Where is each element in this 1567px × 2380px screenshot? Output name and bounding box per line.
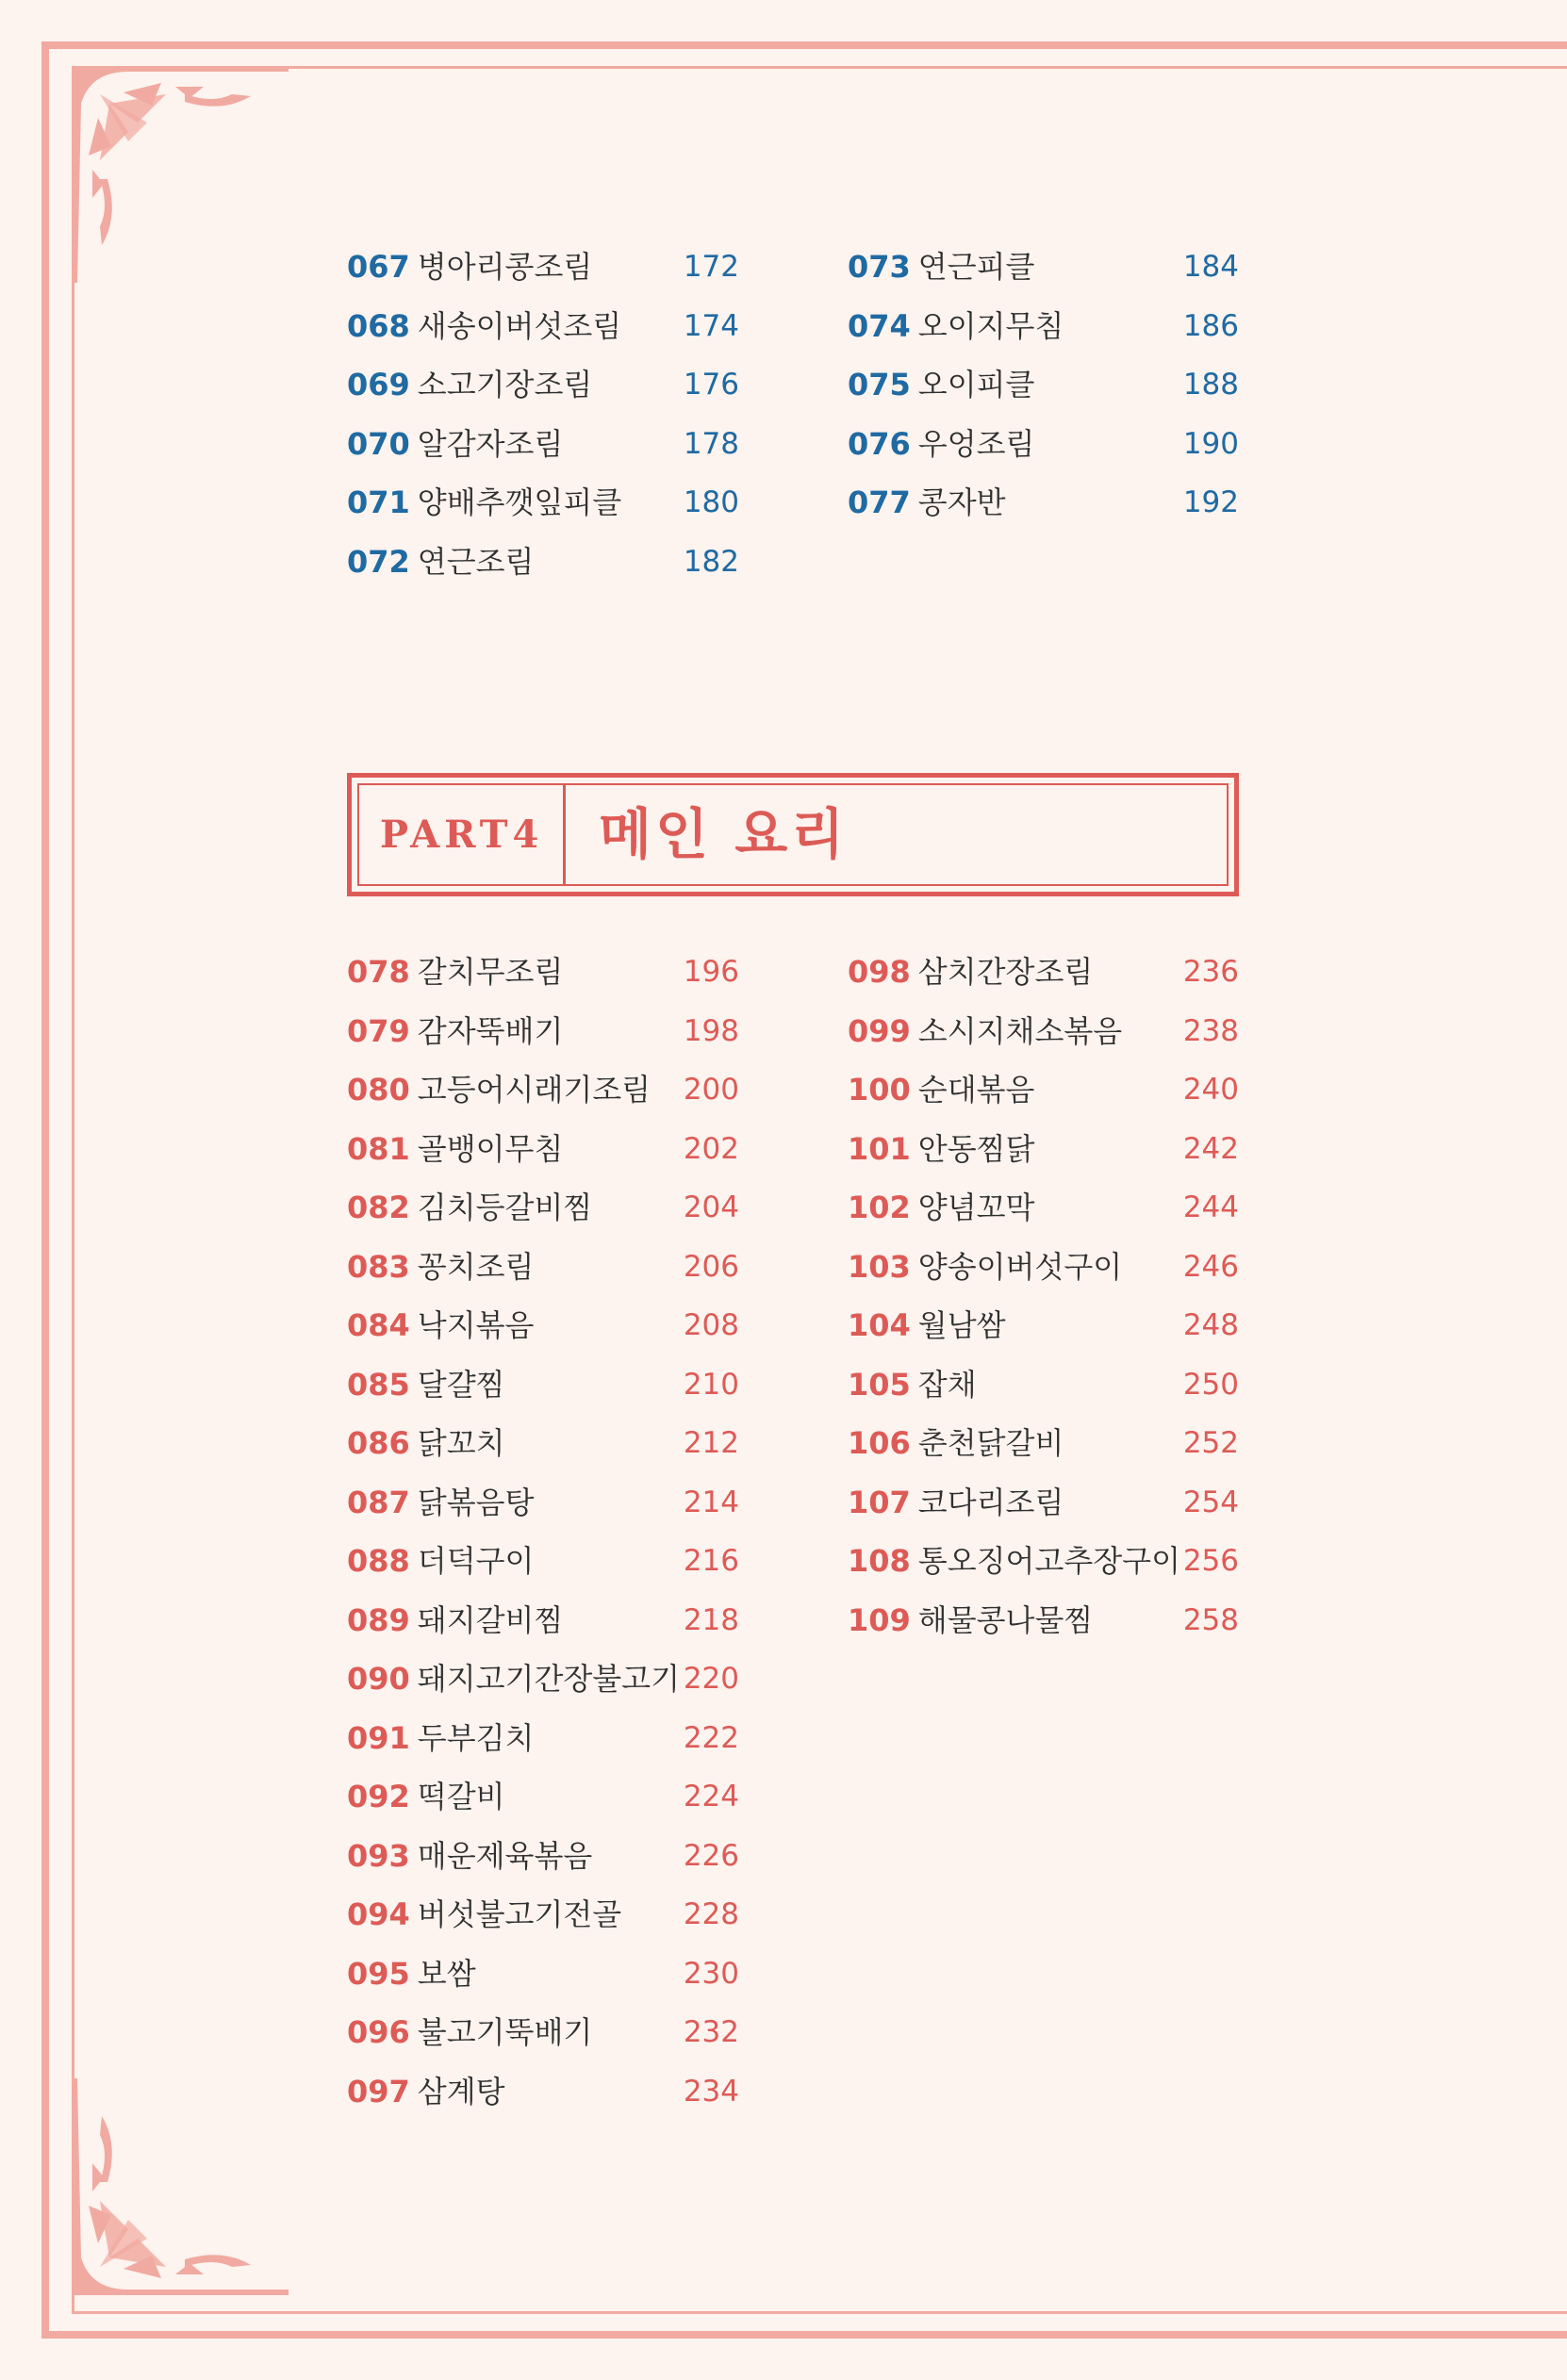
entry-title: 낙지볶음	[417, 1307, 535, 1343]
toc-entry[interactable]	[848, 1414, 1239, 1473]
entry-title: 매운제육볶음	[417, 1837, 593, 1874]
entry-title: 골뱅이무침	[417, 1130, 564, 1167]
part-label: PART4	[380, 812, 544, 857]
entry-page-number: 256	[1182, 1544, 1239, 1578]
entry-page-number: 236	[1182, 955, 1239, 989]
toc-entry[interactable]	[347, 2003, 739, 2062]
entry-title: 통오징어고추장구이	[917, 1543, 1181, 1579]
entry-page-number: 174	[683, 308, 739, 343]
entry-page-number: 184	[1182, 250, 1239, 284]
toc-entry[interactable]	[347, 1885, 739, 1945]
entry-title: 불고기뚝배기	[417, 2014, 593, 2050]
entry-page-number: 220	[683, 1662, 739, 1696]
toc-entry[interactable]	[848, 1178, 1239, 1238]
entry-title: 소시지채소볶음	[917, 1012, 1123, 1049]
part-header-divider	[563, 785, 566, 884]
corner-ornament-icon	[72, 66, 298, 292]
entry-title: 새송이버섯조림	[417, 307, 622, 344]
entry-page-number: 232	[683, 2015, 739, 2049]
entry-number: 085	[347, 1366, 410, 1403]
entry-page-number: 202	[683, 1131, 739, 1166]
entry-title: 순대볶음	[917, 1072, 1035, 1108]
entry-title: 월남쌈	[917, 1307, 1006, 1343]
entry-page-number: 206	[683, 1249, 739, 1284]
entry-page-number: 230	[683, 1956, 739, 1991]
toc-entry[interactable]	[848, 1591, 1239, 1650]
entry-page-number: 218	[683, 1602, 739, 1637]
entry-title: 갈치무조림	[417, 954, 564, 990]
toc-entry[interactable]	[347, 943, 739, 1002]
entry-number: 109	[848, 1601, 911, 1638]
entry-page-number: 228	[683, 1897, 739, 1931]
entry-number: 089	[347, 1601, 410, 1638]
entry-title: 떡갈비	[417, 1779, 505, 1814]
entry-title: 양송이버섯구이	[917, 1248, 1123, 1285]
entry-page-number: 172	[683, 250, 739, 284]
entry-title: 연근조림	[417, 543, 535, 580]
entry-number: 104	[848, 1307, 911, 1343]
entry-title: 오이지무침	[917, 307, 1064, 344]
entry-title: 감자뚝배기	[417, 1012, 564, 1049]
entry-page-number: 234	[683, 2074, 739, 2109]
entry-number: 095	[347, 1955, 410, 1992]
entry-page-number: 196	[683, 955, 739, 989]
entry-title: 코다리조림	[917, 1484, 1064, 1520]
entry-number: 070	[347, 425, 410, 462]
toc-entry[interactable]	[848, 1120, 1239, 1179]
toc-entry[interactable]	[347, 2062, 739, 2122]
entry-page-number: 210	[683, 1367, 739, 1402]
entry-page-number: 242	[1182, 1131, 1239, 1166]
toc-entry[interactable]	[347, 297, 739, 356]
entry-page-number: 178	[683, 426, 739, 461]
toc-entry[interactable]	[347, 1120, 739, 1179]
toc-entry[interactable]	[848, 238, 1239, 297]
entry-number: 076	[848, 425, 911, 462]
toc-column-left	[347, 943, 739, 2121]
entry-page-number: 182	[683, 544, 739, 579]
entry-page-number: 248	[1182, 1308, 1239, 1342]
entry-number: 106	[848, 1425, 911, 1461]
entry-number: 071	[347, 484, 410, 520]
entry-title: 잡채	[917, 1366, 977, 1403]
toc-entry[interactable]	[848, 473, 1239, 533]
toc-entry[interactable]	[347, 355, 739, 415]
toc-entry[interactable]	[347, 238, 739, 297]
entry-page-number: 176	[683, 368, 739, 402]
toc-column-right	[848, 943, 1239, 1650]
toc-entry[interactable]	[347, 415, 739, 474]
entry-number: 103	[848, 1248, 911, 1285]
entry-title: 돼지고기간장불고기	[417, 1661, 681, 1697]
toc-entry[interactable]	[347, 1060, 739, 1120]
entry-number: 075	[848, 367, 911, 402]
entry-title: 소고기장조림	[417, 367, 593, 402]
entry-page-number: 246	[1182, 1249, 1239, 1284]
toc-entry[interactable]	[848, 297, 1239, 356]
entry-title: 돼지갈비찜	[417, 1601, 564, 1638]
entry-number: 094	[347, 1896, 410, 1932]
entry-number: 108	[848, 1543, 911, 1579]
toc-entry[interactable]	[347, 1532, 739, 1591]
toc-entry[interactable]	[347, 473, 739, 533]
entry-title: 꽁치조림	[417, 1248, 535, 1285]
entry-page-number: 222	[683, 1720, 739, 1755]
entry-page-number: 214	[683, 1485, 739, 1519]
entry-title: 안동찜닭	[917, 1130, 1035, 1167]
entry-page-number: 244	[1182, 1190, 1239, 1224]
entry-page-number: 200	[683, 1073, 739, 1107]
entry-title: 더덕구이	[417, 1543, 535, 1579]
entry-number: 083	[347, 1248, 410, 1285]
entry-page-number: 250	[1182, 1367, 1239, 1402]
toc-entry[interactable]	[347, 1650, 739, 1709]
toc-entry[interactable]	[848, 1473, 1239, 1533]
entry-title: 양념꼬막	[917, 1190, 1035, 1225]
toc-entry[interactable]	[848, 415, 1239, 474]
entry-number: 081	[347, 1130, 410, 1167]
entry-title: 삼치간장조림	[917, 954, 1094, 990]
entry-title: 콩자반	[917, 484, 1006, 520]
entry-title: 삼계탕	[417, 2073, 505, 2109]
entry-page-number: 186	[1182, 308, 1239, 343]
entry-number: 090	[347, 1661, 410, 1697]
entry-number: 082	[347, 1190, 410, 1225]
toc-entry[interactable]	[347, 1945, 739, 2004]
entry-page-number: 258	[1182, 1602, 1239, 1637]
entry-number: 072	[347, 543, 410, 580]
entry-page-number: 254	[1182, 1485, 1239, 1519]
entry-number: 092	[347, 1779, 410, 1814]
entry-page-number: 224	[683, 1780, 739, 1814]
toc-entry[interactable]	[848, 1355, 1239, 1415]
entry-title: 닭볶음탕	[417, 1484, 535, 1520]
toc-entry[interactable]	[848, 1002, 1239, 1061]
entry-page-number: 188	[1182, 368, 1239, 402]
toc-entry[interactable]	[848, 355, 1239, 415]
entry-page-number: 180	[683, 485, 739, 519]
toc-entry[interactable]	[347, 1473, 739, 1533]
entry-title: 닭꼬치	[417, 1425, 505, 1461]
entry-title: 연근피클	[917, 249, 1035, 285]
toc-column-left	[347, 238, 739, 591]
toc-entry[interactable]	[347, 1414, 739, 1473]
entry-title: 해물콩나물찜	[917, 1601, 1094, 1638]
entry-number: 098	[848, 954, 911, 990]
entry-number: 074	[848, 307, 911, 344]
toc-entry[interactable]	[347, 1002, 739, 1061]
entry-number: 086	[347, 1425, 410, 1461]
toc-entry[interactable]	[848, 1238, 1239, 1297]
entry-number: 097	[347, 2073, 410, 2109]
entry-title: 병아리콩조림	[417, 249, 593, 285]
entry-number: 087	[347, 1484, 410, 1520]
entry-page-number: 238	[1182, 1013, 1239, 1048]
entry-number: 084	[347, 1307, 410, 1343]
toc-entry[interactable]	[347, 1709, 739, 1768]
entry-number: 101	[848, 1130, 911, 1167]
entry-number: 102	[848, 1190, 911, 1225]
toc-entry[interactable]	[848, 1532, 1239, 1591]
entry-number: 077	[848, 484, 911, 520]
entry-title: 김치등갈비찜	[417, 1190, 593, 1225]
entry-title: 고등어시래기조림	[417, 1072, 652, 1108]
part-header-box	[347, 773, 1239, 896]
toc-entry[interactable]	[848, 943, 1239, 1002]
entry-page-number: 204	[683, 1190, 739, 1224]
toc-entry[interactable]	[347, 1767, 739, 1827]
toc-entry[interactable]	[848, 1296, 1239, 1355]
entry-number: 093	[347, 1837, 410, 1874]
entry-page-number: 198	[683, 1013, 739, 1048]
entry-number: 080	[347, 1072, 410, 1108]
entry-page-number: 212	[683, 1426, 739, 1460]
corner-ornament-icon	[72, 2069, 298, 2295]
toc-entry[interactable]	[347, 1827, 739, 1886]
toc-entry[interactable]	[347, 1591, 739, 1650]
toc-entry[interactable]	[347, 533, 739, 592]
entry-page-number: 226	[683, 1838, 739, 1873]
entry-title: 버섯불고기전골	[417, 1896, 622, 1932]
entry-number: 067	[347, 249, 410, 285]
entry-page-number: 216	[683, 1544, 739, 1578]
part-title: 메인 요리	[599, 802, 849, 866]
toc-column-right	[848, 238, 1239, 533]
toc-entry[interactable]	[347, 1238, 739, 1297]
entry-page-number: 190	[1182, 426, 1239, 461]
entry-title: 양배추깻잎피클	[417, 484, 622, 520]
entry-title: 보쌈	[417, 1955, 476, 1992]
entry-number: 096	[347, 2014, 410, 2050]
entry-title: 우엉조림	[917, 425, 1035, 462]
toc-entry[interactable]	[848, 1060, 1239, 1120]
toc-entry[interactable]	[347, 1178, 739, 1238]
entry-number: 099	[848, 1012, 911, 1049]
entry-title: 오이피클	[917, 367, 1035, 402]
toc-entry[interactable]	[347, 1355, 739, 1415]
entry-number: 107	[848, 1484, 911, 1520]
entry-page-number: 240	[1182, 1073, 1239, 1107]
entry-page-number: 208	[683, 1308, 739, 1342]
entry-number: 105	[848, 1366, 911, 1403]
entry-number: 100	[848, 1072, 911, 1108]
entry-title: 알감자조림	[417, 425, 564, 462]
entry-number: 068	[347, 307, 410, 344]
entry-number: 073	[848, 249, 911, 285]
entry-title: 두부김치	[417, 1719, 535, 1756]
entry-title: 달걀찜	[417, 1366, 505, 1403]
entry-page-number: 252	[1182, 1426, 1239, 1460]
page-border-inner	[72, 66, 1567, 2314]
entry-page-number: 192	[1182, 485, 1239, 519]
entry-title: 춘천닭갈비	[917, 1425, 1064, 1461]
entry-number: 088	[347, 1543, 410, 1579]
entry-number: 091	[347, 1719, 410, 1756]
entry-number: 079	[347, 1012, 410, 1049]
entry-number: 078	[347, 954, 410, 990]
toc-entry[interactable]	[347, 1296, 739, 1355]
entry-number: 069	[347, 367, 410, 402]
